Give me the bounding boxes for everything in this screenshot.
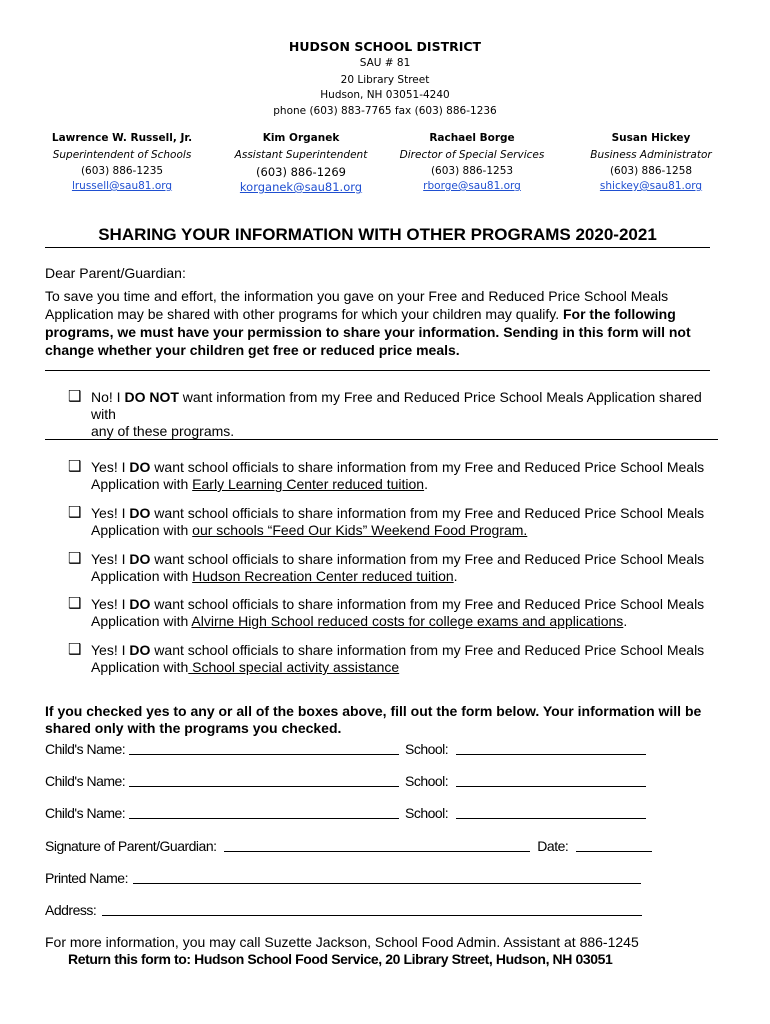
checkbox-recreation-center[interactable]: ❑ — [68, 549, 82, 567]
child-row-3 — [45, 805, 646, 823]
child-name-label: Child's Name: — [45, 773, 126, 789]
option-text-pre: Yes! I — [91, 596, 130, 612]
option-alvirne-high — [68, 596, 728, 630]
option-text-pre: Yes! I — [91, 459, 130, 475]
divider — [45, 439, 718, 440]
program-name: School special activity assistance — [188, 659, 400, 675]
staff-block-special-services — [377, 132, 567, 192]
salutation: Dear Parent/Guardian: — [45, 265, 186, 281]
date-field[interactable] — [576, 838, 652, 852]
option-text-post: want information from my Free and Reduced Price School Meals Application shared with — [91, 389, 702, 422]
printed-name-row — [45, 870, 641, 888]
option-feed-our-kids — [68, 505, 728, 539]
school-label: School: — [404, 773, 449, 789]
date-label: Date: — [537, 838, 569, 854]
option-text-post: want school officials to share information from my Free and Reduced Price School Meals — [150, 505, 705, 521]
staff-title: Superintendent of Schools — [52, 149, 192, 161]
option-text-line2 — [68, 476, 728, 493]
school-label: School: — [404, 741, 449, 757]
option-text-bold: DO — [129, 505, 151, 521]
child-row-1 — [45, 741, 646, 759]
option-text-bold: DO NOT — [124, 389, 179, 405]
contact-info: For more information, you may call Suzette Jackson, School Food Admin. Assistant at 886-1245 — [45, 934, 639, 950]
school-field[interactable] — [456, 773, 646, 787]
staff-phone: (603) 886-1258 — [609, 165, 693, 177]
staff-title: Assistant Superintendent — [234, 149, 368, 161]
checkbox-special-activity[interactable]: ❑ — [68, 640, 82, 658]
option-prefix: Application with — [91, 522, 193, 538]
option-text — [68, 642, 728, 659]
program-name: Alvirne High School reduced costs for college exams and applications — [191, 613, 624, 629]
checkbox-alvirne-high[interactable]: ❑ — [68, 594, 82, 612]
intro-paragraph — [45, 287, 710, 359]
printed-name-field[interactable] — [133, 870, 641, 884]
option-text-pre: Yes! I — [91, 642, 130, 658]
staff-email-link[interactable]: shickey@sau81.org — [599, 180, 703, 192]
option-text-pre: Yes! I — [91, 551, 130, 567]
option-text-post: want school officials to share information from my Free and Reduced Price School Meals — [150, 551, 705, 567]
return-instructions: Return this form to: Hudson School Food Service, 20 Library Street, Hudson, NH 03051 — [68, 951, 613, 967]
intro-text: To save you time and effort, the information you gave on your Free and Reduced Price School Meals Application may be shared with other programs for which your children may qualify. — [45, 288, 669, 322]
staff-block-assistant-superintendent — [206, 132, 396, 194]
option-text — [68, 459, 728, 476]
option-text-post: want school officials to share information from my Free and Reduced Price School Meals — [150, 642, 705, 658]
option-text-line2 — [68, 568, 728, 585]
option-prefix: Application with — [91, 476, 193, 492]
city-address: Hudson, NH 03051-4240 — [320, 89, 450, 101]
staff-phone: (603) 886-1253 — [430, 165, 514, 177]
intro-bold-text: For the following programs, we must have your permission to share your information. Sending in this form will not change whether your children get free or reduced price meals. — [45, 306, 691, 358]
child-name-label: Child's Name: — [45, 741, 126, 757]
program-name: Early Learning Center reduced tuition — [192, 476, 425, 492]
form-instructions: If you checked yes to any or all of the boxes above, fill out the form below. Your information will be shared only with the programs you checked. — [45, 703, 702, 736]
printed-name-label: Printed Name: — [45, 870, 128, 886]
address-label: Address: — [45, 902, 97, 918]
staff-block-superintendent — [27, 132, 217, 192]
option-suffix: . — [453, 568, 458, 584]
option-prefix: Application with — [91, 613, 192, 629]
address-field[interactable] — [102, 902, 642, 916]
staff-name: Lawrence W. Russell, Jr. — [51, 132, 193, 144]
school-field[interactable] — [456, 741, 646, 755]
staff-name: Susan Hickey — [611, 132, 691, 144]
program-name: Hudson Recreation Center reduced tuition — [192, 568, 454, 584]
school-label: School: — [404, 805, 449, 821]
divider — [45, 370, 710, 371]
signature-field[interactable] — [224, 838, 530, 852]
staff-phone: (603) 886-1235 — [80, 165, 164, 177]
checkbox-early-learning[interactable]: ❑ — [68, 457, 82, 475]
staff-email-link[interactable]: rborge@sau81.org — [423, 180, 521, 192]
child-row-2 — [45, 773, 646, 791]
signature-label: Signature of Parent/Guardian: — [45, 838, 217, 854]
option-text-bold: DO — [129, 642, 151, 658]
option-early-learning — [68, 459, 728, 493]
staff-title: Director of Special Services — [399, 149, 545, 161]
child-name-label: Child's Name: — [45, 805, 126, 821]
option-text — [68, 596, 728, 613]
school-field[interactable] — [456, 805, 646, 819]
option-special-activity — [68, 642, 728, 676]
address-row — [45, 902, 642, 920]
program-name: our schools “Feed Our Kids” Weekend Food Program. — [192, 522, 528, 538]
checkbox-no-share[interactable]: ❑ — [68, 387, 82, 405]
option-text-post: want school officials to share information from my Free and Reduced Price School Meals — [150, 596, 705, 612]
child-name-field[interactable] — [129, 773, 399, 787]
option-text-pre: No! I — [91, 389, 125, 405]
phone-fax: phone (603) 883-7765 fax (603) 886-1236 — [273, 105, 497, 117]
option-text-bold: DO — [129, 551, 151, 567]
option-text-line2 — [68, 522, 728, 539]
district-name: HUDSON SCHOOL DISTRICT — [288, 39, 482, 54]
option-text-bold: DO — [129, 596, 151, 612]
option-text-pre: Yes! I — [91, 505, 130, 521]
checkbox-feed-our-kids[interactable]: ❑ — [68, 503, 82, 521]
option-text — [68, 389, 728, 423]
option-prefix: Application with — [91, 659, 189, 675]
option-suffix: . — [623, 613, 628, 629]
staff-block-business-admin — [556, 132, 746, 192]
option-suffix: . — [424, 476, 428, 492]
staff-phone: (603) 886-1269 — [256, 165, 346, 179]
option-text — [68, 505, 728, 522]
staff-title: Business Administrator — [590, 149, 712, 161]
staff-name: Rachael Borge — [429, 132, 515, 144]
signature-row — [45, 838, 652, 856]
street-address: 20 Library Street — [340, 74, 430, 86]
option-recreation-center — [68, 551, 728, 585]
option-text-post: want school officials to share information from my Free and Reduced Price School Meals — [150, 459, 705, 475]
option-no-share — [68, 389, 728, 440]
option-text-line2 — [68, 613, 728, 630]
staff-name: Kim Organek — [262, 132, 340, 144]
document-title: SHARING YOUR INFORMATION WITH OTHER PROGRAMS 2020-2021 — [45, 225, 710, 248]
staff-email-link[interactable]: lrussell@sau81.org — [71, 180, 173, 192]
option-text-line2: any of these programs. — [91, 423, 235, 439]
staff-email-link[interactable]: korganek@sau81.org — [239, 180, 363, 194]
sau-number: SAU # 81 — [359, 57, 411, 69]
child-name-field[interactable] — [129, 805, 399, 819]
option-text-bold: DO — [129, 459, 151, 475]
option-prefix: Application with — [91, 568, 193, 584]
option-text — [68, 551, 728, 568]
child-name-field[interactable] — [129, 741, 399, 755]
option-text-line2 — [68, 659, 728, 676]
